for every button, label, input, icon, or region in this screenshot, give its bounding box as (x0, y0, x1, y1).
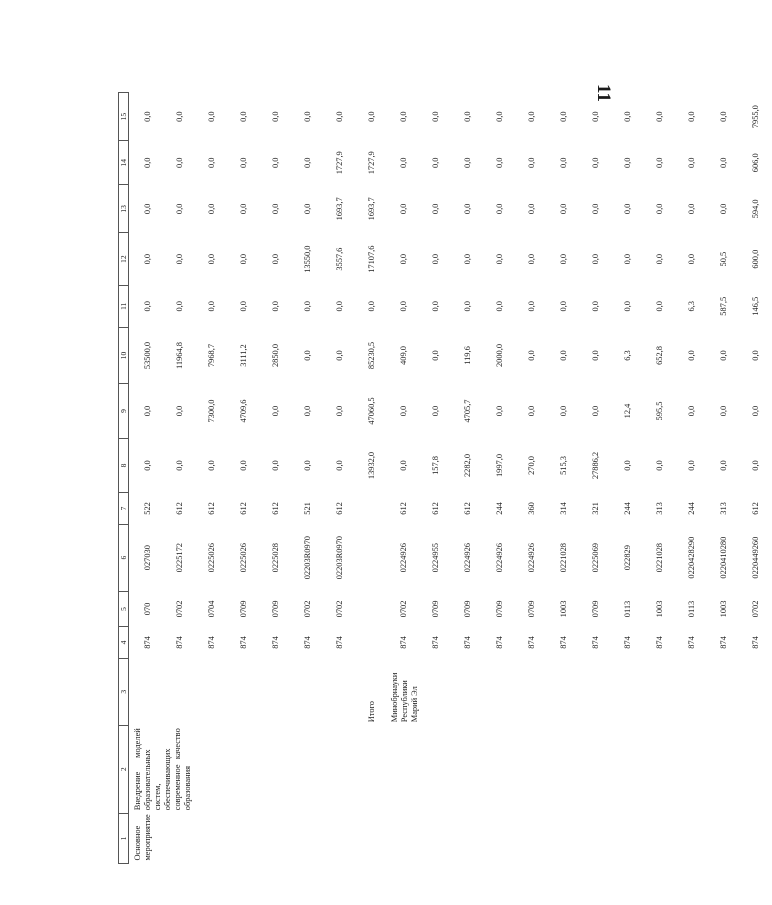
table-cell: 0,0 (590, 253, 600, 265)
table-cell: 1727,9 (334, 151, 344, 175)
table-cell: 0225069 (590, 543, 600, 573)
table-cell: 6,3 (686, 301, 696, 312)
table-cell: 0,0 (206, 253, 216, 265)
table-cell: 0,0 (526, 157, 536, 169)
table-cell: 0,0 (558, 405, 568, 417)
table-cell: 0,0 (430, 301, 440, 312)
table-cell: 0,0 (270, 111, 280, 122)
table-cell: 874 (622, 636, 632, 649)
table-cell: 0,0 (334, 350, 344, 361)
table-cell: 0,0 (334, 111, 344, 122)
table-cell: 022829 (622, 545, 632, 571)
table-cell: 7300,0 (206, 399, 216, 423)
table-cell: 0225026 (206, 543, 216, 573)
table-cell: 595,5 (654, 401, 664, 421)
table-cell: 874 (462, 636, 472, 649)
table-cell: 0,0 (302, 157, 312, 169)
table-cell: 874 (750, 636, 760, 649)
table-cell: 0,0 (654, 460, 664, 471)
table-cell: 874 (494, 636, 504, 649)
table-cell: 360 (526, 502, 536, 515)
table-cell: 146,5 (750, 296, 760, 316)
table-cell: 13550,0 (302, 245, 312, 273)
table-cell: 02203R0970 (302, 536, 312, 580)
table-cell: 0702 (750, 600, 760, 618)
table-cell: 515,3 (558, 456, 568, 475)
table-cell: 0,0 (270, 157, 280, 169)
table-cell: 0,0 (174, 253, 184, 265)
table-cell: 314 (558, 502, 568, 515)
table-cell: 0,0 (558, 253, 568, 265)
table-cell: 612 (174, 502, 184, 515)
table-cell (356, 591, 388, 627)
table-cell: 0,0 (270, 460, 280, 471)
table-cell: 0,0 (622, 253, 632, 265)
table-cell: 0,0 (334, 405, 344, 417)
table-cell: 652,8 (654, 346, 664, 365)
table-cell: 1003 (558, 600, 568, 618)
table-cell: 0,0 (302, 405, 312, 417)
table-cell: 874 (654, 636, 664, 649)
column-header: 7 (119, 493, 129, 524)
column-header: 15 (119, 93, 129, 141)
table-cell: 0221028 (558, 543, 568, 573)
table-cell: 0709 (270, 600, 280, 618)
table-cell: 1003 (654, 600, 664, 618)
table-cell: 0,0 (686, 405, 696, 417)
table-cell: 0,0 (686, 350, 696, 361)
table-cell: 0,0 (718, 405, 728, 417)
table-cell: 4705,7 (462, 399, 472, 423)
column-header: 4 (119, 627, 129, 658)
table-cell: 0,0 (494, 111, 504, 122)
column-header: 3 (119, 658, 129, 725)
table-cell (356, 627, 388, 658)
table-cell: 0,0 (430, 253, 440, 265)
table-cell: 0709 (430, 600, 440, 618)
table-cell: 13932,0 (366, 451, 376, 480)
header-row (119, 93, 129, 864)
table-cell: 0224955 (430, 543, 440, 573)
table-cell: 53500,0 (142, 341, 152, 370)
table-cell: 0,0 (334, 301, 344, 312)
table-cell: 0,0 (270, 203, 280, 215)
table-cell: 119,6 (462, 346, 472, 365)
table-cell: 0,0 (398, 253, 408, 265)
table-cell: 0,0 (526, 203, 536, 215)
table-cell: 02203R0970 (334, 536, 344, 580)
table-cell: 0221028 (654, 543, 664, 573)
table-cell: 0,0 (718, 111, 728, 122)
table-cell: 0,0 (174, 111, 184, 122)
table-cell: 50,5 (718, 251, 728, 267)
table-cell: 3557,6 (334, 247, 344, 271)
table-cell: 0,0 (302, 203, 312, 215)
table-cell (356, 524, 388, 591)
table-cell: 0,0 (206, 301, 216, 312)
table-cell: 0709 (462, 600, 472, 618)
table-cell: 0,0 (462, 301, 472, 312)
table-cell: 0,0 (590, 157, 600, 169)
budget-table (118, 92, 772, 864)
table-cell: 874 (238, 636, 248, 649)
table-cell: 0,0 (558, 350, 568, 361)
table-cell: 157,8 (430, 456, 440, 475)
table-cell: 409,0 (398, 346, 408, 365)
table-cell: 0,0 (622, 157, 632, 169)
table-cell: 0,0 (622, 111, 632, 122)
table-cell (356, 493, 388, 524)
table-cell: 0,0 (718, 203, 728, 215)
table-cell: 874 (334, 636, 344, 649)
table-cell: 0702 (302, 600, 312, 618)
table-cell: 0113 (622, 600, 632, 618)
table-cell: 0,0 (462, 203, 472, 215)
column-header: 12 (119, 233, 129, 285)
executor-cell: Минобрнауки Республики Марий Эл (390, 672, 420, 723)
table-cell: 85230,5 (366, 341, 376, 370)
table-cell: 0,0 (142, 253, 152, 265)
table-cell: 0,0 (206, 157, 216, 169)
table-cell: 612 (462, 502, 472, 515)
table-cell: 321 (590, 502, 600, 515)
table-cell: 0,0 (302, 111, 312, 122)
table-cell: 0,0 (686, 460, 696, 471)
table-cell: 0,0 (494, 157, 504, 169)
table-cell: 0,0 (398, 460, 408, 471)
table-cell: 244 (622, 502, 632, 515)
table-cell: 0,0 (142, 111, 152, 122)
table-cell: 0224926 (462, 543, 472, 573)
table-cell: 0,0 (238, 253, 248, 265)
table-row (129, 93, 165, 864)
table-cell: 0,0 (174, 203, 184, 215)
table-cell: 313 (654, 502, 664, 515)
table-cell: 27886,2 (590, 451, 600, 480)
table-cell: 0,0 (430, 203, 440, 215)
table-cell: 0702 (334, 600, 344, 618)
column-header: 2 (119, 725, 129, 813)
executor-cell-empty (129, 658, 357, 725)
table-cell: 0,0 (270, 301, 280, 312)
table-cell: 0,0 (590, 301, 600, 312)
table-cell: 0,0 (302, 460, 312, 471)
table-cell: 0,0 (398, 405, 408, 417)
table-cell: 0,0 (270, 253, 280, 265)
table-cell: 0220428290 (686, 536, 696, 579)
table-cell: 0,0 (334, 460, 344, 471)
table-cell: 612 (238, 502, 248, 515)
table-cell: 1003 (718, 600, 728, 618)
table-cell: 0,0 (398, 203, 408, 215)
table-cell: 0,0 (398, 301, 408, 312)
table-cell: 0,0 (302, 350, 312, 361)
table-cell: 7968,7 (206, 343, 216, 368)
table-cell: 0,0 (398, 111, 408, 122)
table-cell: 0,0 (654, 301, 664, 312)
column-header: 5 (119, 591, 129, 627)
table-cell: 0,0 (238, 111, 248, 122)
table-cell: 0,0 (750, 350, 760, 361)
table-cell: 12,4 (622, 403, 632, 419)
table-cell: 0,0 (430, 405, 440, 417)
activity-name-cell: Внедрение моделей образовательных систем, обеспечивающих современное качество образования (133, 728, 193, 811)
table-cell: 874 (302, 636, 312, 649)
table-cell: 0,0 (462, 157, 472, 169)
table-cell: 0,0 (206, 111, 216, 122)
table-cell: 0,0 (558, 203, 568, 215)
activity-type-cell: Основное мероприятие (133, 814, 153, 861)
table-cell: 0702 (174, 600, 184, 618)
table-cell: 874 (558, 636, 568, 649)
table-cell: 0,0 (462, 253, 472, 265)
table-cell: 2000,0 (494, 343, 504, 368)
table-cell: 6,3 (622, 350, 632, 361)
table-cell: 0,0 (238, 460, 248, 471)
table-cell: 0702 (398, 600, 408, 618)
table-cell: 0224926 (526, 543, 536, 573)
table-cell: 874 (590, 636, 600, 649)
table-cell: 874 (686, 636, 696, 649)
column-header: 9 (119, 384, 129, 438)
table-cell: 0225172 (174, 543, 184, 573)
table-cell: 0,0 (718, 350, 728, 361)
table-cell: 0,0 (174, 301, 184, 312)
table-cell: 3111,2 (238, 344, 248, 367)
table-cell: 606,0 (750, 153, 760, 173)
table-cell: 874 (142, 636, 152, 649)
table-cell: 0,0 (142, 157, 152, 169)
column-header: 11 (119, 285, 129, 327)
table-cell: 0709 (590, 600, 600, 618)
table-cell: 0,0 (142, 203, 152, 215)
column-header: 6 (119, 524, 129, 591)
table-cell: 0,0 (174, 460, 184, 471)
table-cell: 7955,0 (750, 105, 760, 129)
table-cell: 270,0 (526, 456, 536, 475)
table-cell: 0,0 (366, 301, 376, 312)
table-cell: 0,0 (526, 253, 536, 265)
table-cell: 612 (206, 502, 216, 515)
table-cell: 874 (430, 636, 440, 649)
table-cell: 0,0 (430, 157, 440, 169)
table-cell: 0,0 (558, 301, 568, 312)
table-cell: 612 (334, 502, 344, 515)
table-cell: 0,0 (686, 253, 696, 265)
table-cell: 0,0 (206, 460, 216, 471)
table-cell: 0,0 (494, 203, 504, 215)
table-body (129, 93, 772, 864)
table-cell: 521 (302, 502, 312, 515)
column-header: 14 (119, 141, 129, 185)
table-cell: 1997,0 (494, 453, 504, 477)
table-cell: 0224926 (398, 543, 408, 573)
table-cell: 11964,8 (174, 342, 184, 369)
table-cell: 2282,0 (462, 453, 472, 477)
table-cell: 0,0 (622, 301, 632, 312)
table-cell: 0709 (494, 600, 504, 618)
table-cell: 0,0 (558, 111, 568, 122)
table-cell: 0,0 (302, 301, 312, 312)
column-header: 13 (119, 185, 129, 233)
table-cell: 0,0 (718, 460, 728, 471)
page-number: 11 (593, 84, 614, 102)
rotated-table-wrapper (118, 92, 760, 864)
table-cell: 0,0 (654, 111, 664, 122)
column-header: 8 (119, 438, 129, 492)
table-cell: 0,0 (686, 111, 696, 122)
table-cell: 0,0 (590, 111, 600, 122)
table-cell: 874 (206, 636, 216, 649)
table-cell: 0704 (206, 600, 216, 618)
table-cell: 0113 (686, 600, 696, 618)
table-cell: 0,0 (590, 350, 600, 361)
table-cell: 17107,6 (366, 245, 376, 273)
table-cell: 0,0 (142, 301, 152, 312)
table-cell: 0,0 (430, 111, 440, 122)
table-cell: 0,0 (654, 253, 664, 265)
table-cell: 0,0 (622, 460, 632, 471)
table-cell: 0220410280 (718, 536, 728, 579)
table-cell: 874 (398, 636, 408, 649)
column-header: 10 (119, 327, 129, 384)
table-cell: 0,0 (462, 111, 472, 122)
table-cell: 0,0 (206, 203, 216, 215)
table-cell: 0,0 (686, 157, 696, 169)
table-cell: 522 (142, 502, 152, 515)
table-cell: 027030 (142, 545, 152, 571)
table-cell: 1693,7 (334, 197, 344, 221)
table-cell: 0225028 (270, 543, 280, 573)
table-cell: 874 (270, 636, 280, 649)
table-cell: 0,0 (654, 157, 664, 169)
table-cell: 0,0 (526, 350, 536, 361)
table-cell: 1727,9 (366, 151, 376, 175)
table-cell: 0,0 (494, 253, 504, 265)
table-cell: 0225026 (238, 543, 248, 573)
table-cell: 874 (718, 636, 728, 649)
table-cell: 244 (686, 502, 696, 515)
table-cell: 0,0 (558, 157, 568, 169)
table-cell: 0,0 (494, 405, 504, 417)
table-cell: 0,0 (366, 111, 376, 122)
table-cell: 0,0 (398, 157, 408, 169)
table-cell: 612 (750, 502, 760, 515)
table-cell: 244 (494, 502, 504, 515)
table-cell: 0,0 (430, 350, 440, 361)
table-cell: 0,0 (526, 111, 536, 122)
table-cell: 070 (142, 602, 152, 616)
table-cell: 0,0 (718, 157, 728, 169)
table-cell: 0,0 (526, 405, 536, 417)
table-cell: 587,5 (718, 296, 728, 316)
table-cell: 594,0 (750, 199, 760, 219)
table-cell: 612 (430, 502, 440, 515)
table-cell: 0,0 (526, 301, 536, 312)
table-cell: 4709,6 (238, 399, 248, 423)
table-cell: 313 (718, 502, 728, 515)
table-cell: 0,0 (270, 405, 280, 417)
column-header: 1 (119, 813, 129, 863)
table-cell: 0,0 (750, 460, 760, 471)
table-cell: 0,0 (238, 157, 248, 169)
table-cell: 0,0 (174, 157, 184, 169)
table-cell: 2850,0 (270, 343, 280, 368)
table-cell: 600,0 (750, 249, 760, 269)
table-cell: 0,0 (238, 203, 248, 215)
table-cell: 0,0 (174, 405, 184, 417)
total-label: Итого (366, 701, 376, 723)
table-cell: 0220449260 (750, 536, 760, 579)
table-cell: 0,0 (142, 460, 152, 471)
table-cell: 874 (174, 636, 184, 649)
table-cell: 0709 (238, 600, 248, 618)
table-cell: 0,0 (590, 203, 600, 215)
table-cell: 0709 (526, 600, 536, 618)
table-cell: 0,0 (238, 301, 248, 312)
table-cell: 612 (270, 502, 280, 515)
table-cell: 0,0 (654, 203, 664, 215)
table-cell: 0224926 (494, 543, 504, 573)
table-cell: 47060,5 (366, 397, 376, 425)
table-cell: 0,0 (142, 405, 152, 417)
table-cell: 0,0 (494, 301, 504, 312)
table-cell: 0,0 (686, 203, 696, 215)
table-cell: 612 (398, 502, 408, 515)
table-cell: 0,0 (622, 203, 632, 215)
table-cell: 0,0 (590, 405, 600, 417)
table-cell: 0,0 (750, 405, 760, 417)
table-cell: 874 (526, 636, 536, 649)
table-cell: 1693,7 (366, 197, 376, 221)
